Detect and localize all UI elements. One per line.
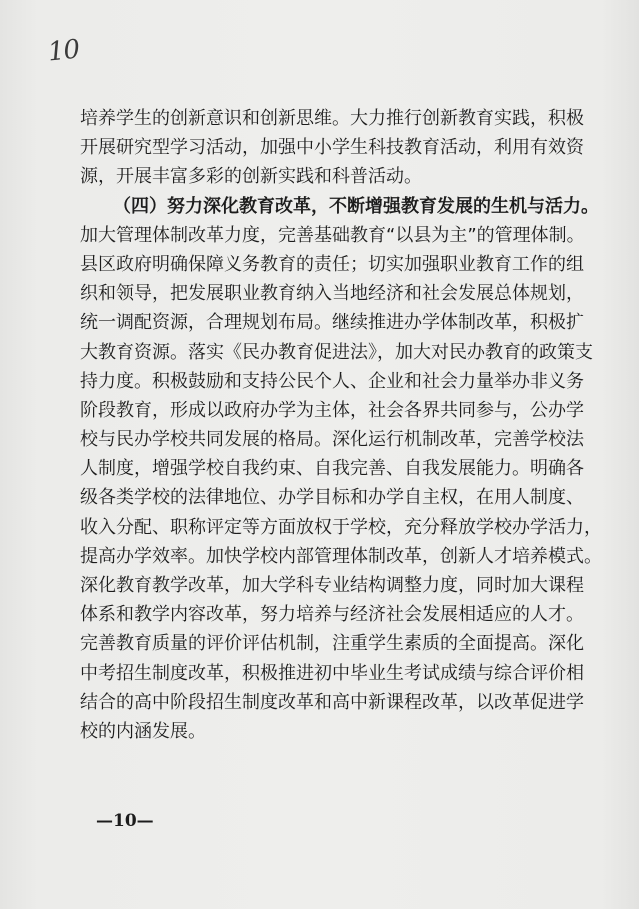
handwritten-page-mark: 10 [46, 34, 81, 68]
text-line: 体系和教学内容改革，努力培养与经济社会发展相适应的人才。 [80, 604, 584, 626]
text-line: 源，开展丰富多彩的创新实践和科普活动。 [80, 166, 422, 188]
text-line: 织和领导，把发展职业教育纳入当地经济和社会发展总体规划， [80, 283, 584, 305]
text-line: 深化教育教学改革，加大学科专业结构调整力度，同时加大课程 [80, 575, 584, 596]
text-line: 加大管理体制改革力度，完善基础教育“以县为主”的管理体制。 [80, 224, 585, 246]
text-line: 开展研究型学习活动，加强中小学生科技教育活动，利用有效资 [80, 137, 584, 159]
text-line: 大教育资源。落实《民办教育促进法》，加大对民办教育的政策支 [80, 341, 593, 363]
text-line: 统一调配资源，合理规划布局。继续推进办学体制改革，积极扩 [80, 312, 584, 334]
section-heading: （四）努力深化教育改革，不断增强教育发展的生机与活力。 [113, 195, 599, 217]
text-line: 人制度，增强学校自我约束、自我完善、自我发展能力。明确各 [80, 458, 584, 480]
page-number: —10— [96, 811, 154, 831]
text-line: 校与民办学校共同发展的格局。深化运行机制改革，完善学校法 [80, 429, 584, 451]
text-line: 收入分配、职称评定等方面放权于学校，充分释放学校办学活力， [80, 516, 602, 538]
body-text [80, 104, 602, 746]
text-line: 结合的高中阶段招生制度改革和高中新课程改革，以改革促进学 [80, 691, 584, 713]
text-line: 持力度。积极鼓励和支持公民个人、企业和社会力量举办非义务 [80, 370, 584, 392]
text-line: 校的内涵发展。 [80, 720, 206, 742]
text-line: 阶段教育，形成以政府办学为主体，社会各界共同参与，公办学 [80, 399, 584, 421]
text-line: 县区政府明确保障义务教育的责任；切实加强职业教育工作的组 [80, 253, 584, 275]
text-line: 级各类学校的法律地位、办学目标和办学自主权，在用人制度、 [80, 487, 584, 509]
text-line: 中考招生制度改革，积极推进初中毕业生考试成绩与综合评价相 [80, 662, 584, 684]
text-line: 完善教育质量的评价评估机制，注重学生素质的全面提高。深化 [80, 633, 584, 655]
text-line: 提高办学效率。加快学校内部管理体制改革，创新人才培养模式。 [80, 545, 602, 567]
text-line: 培养学生的创新意识和创新思维。大力推行创新教育实践，积极 [80, 108, 584, 129]
